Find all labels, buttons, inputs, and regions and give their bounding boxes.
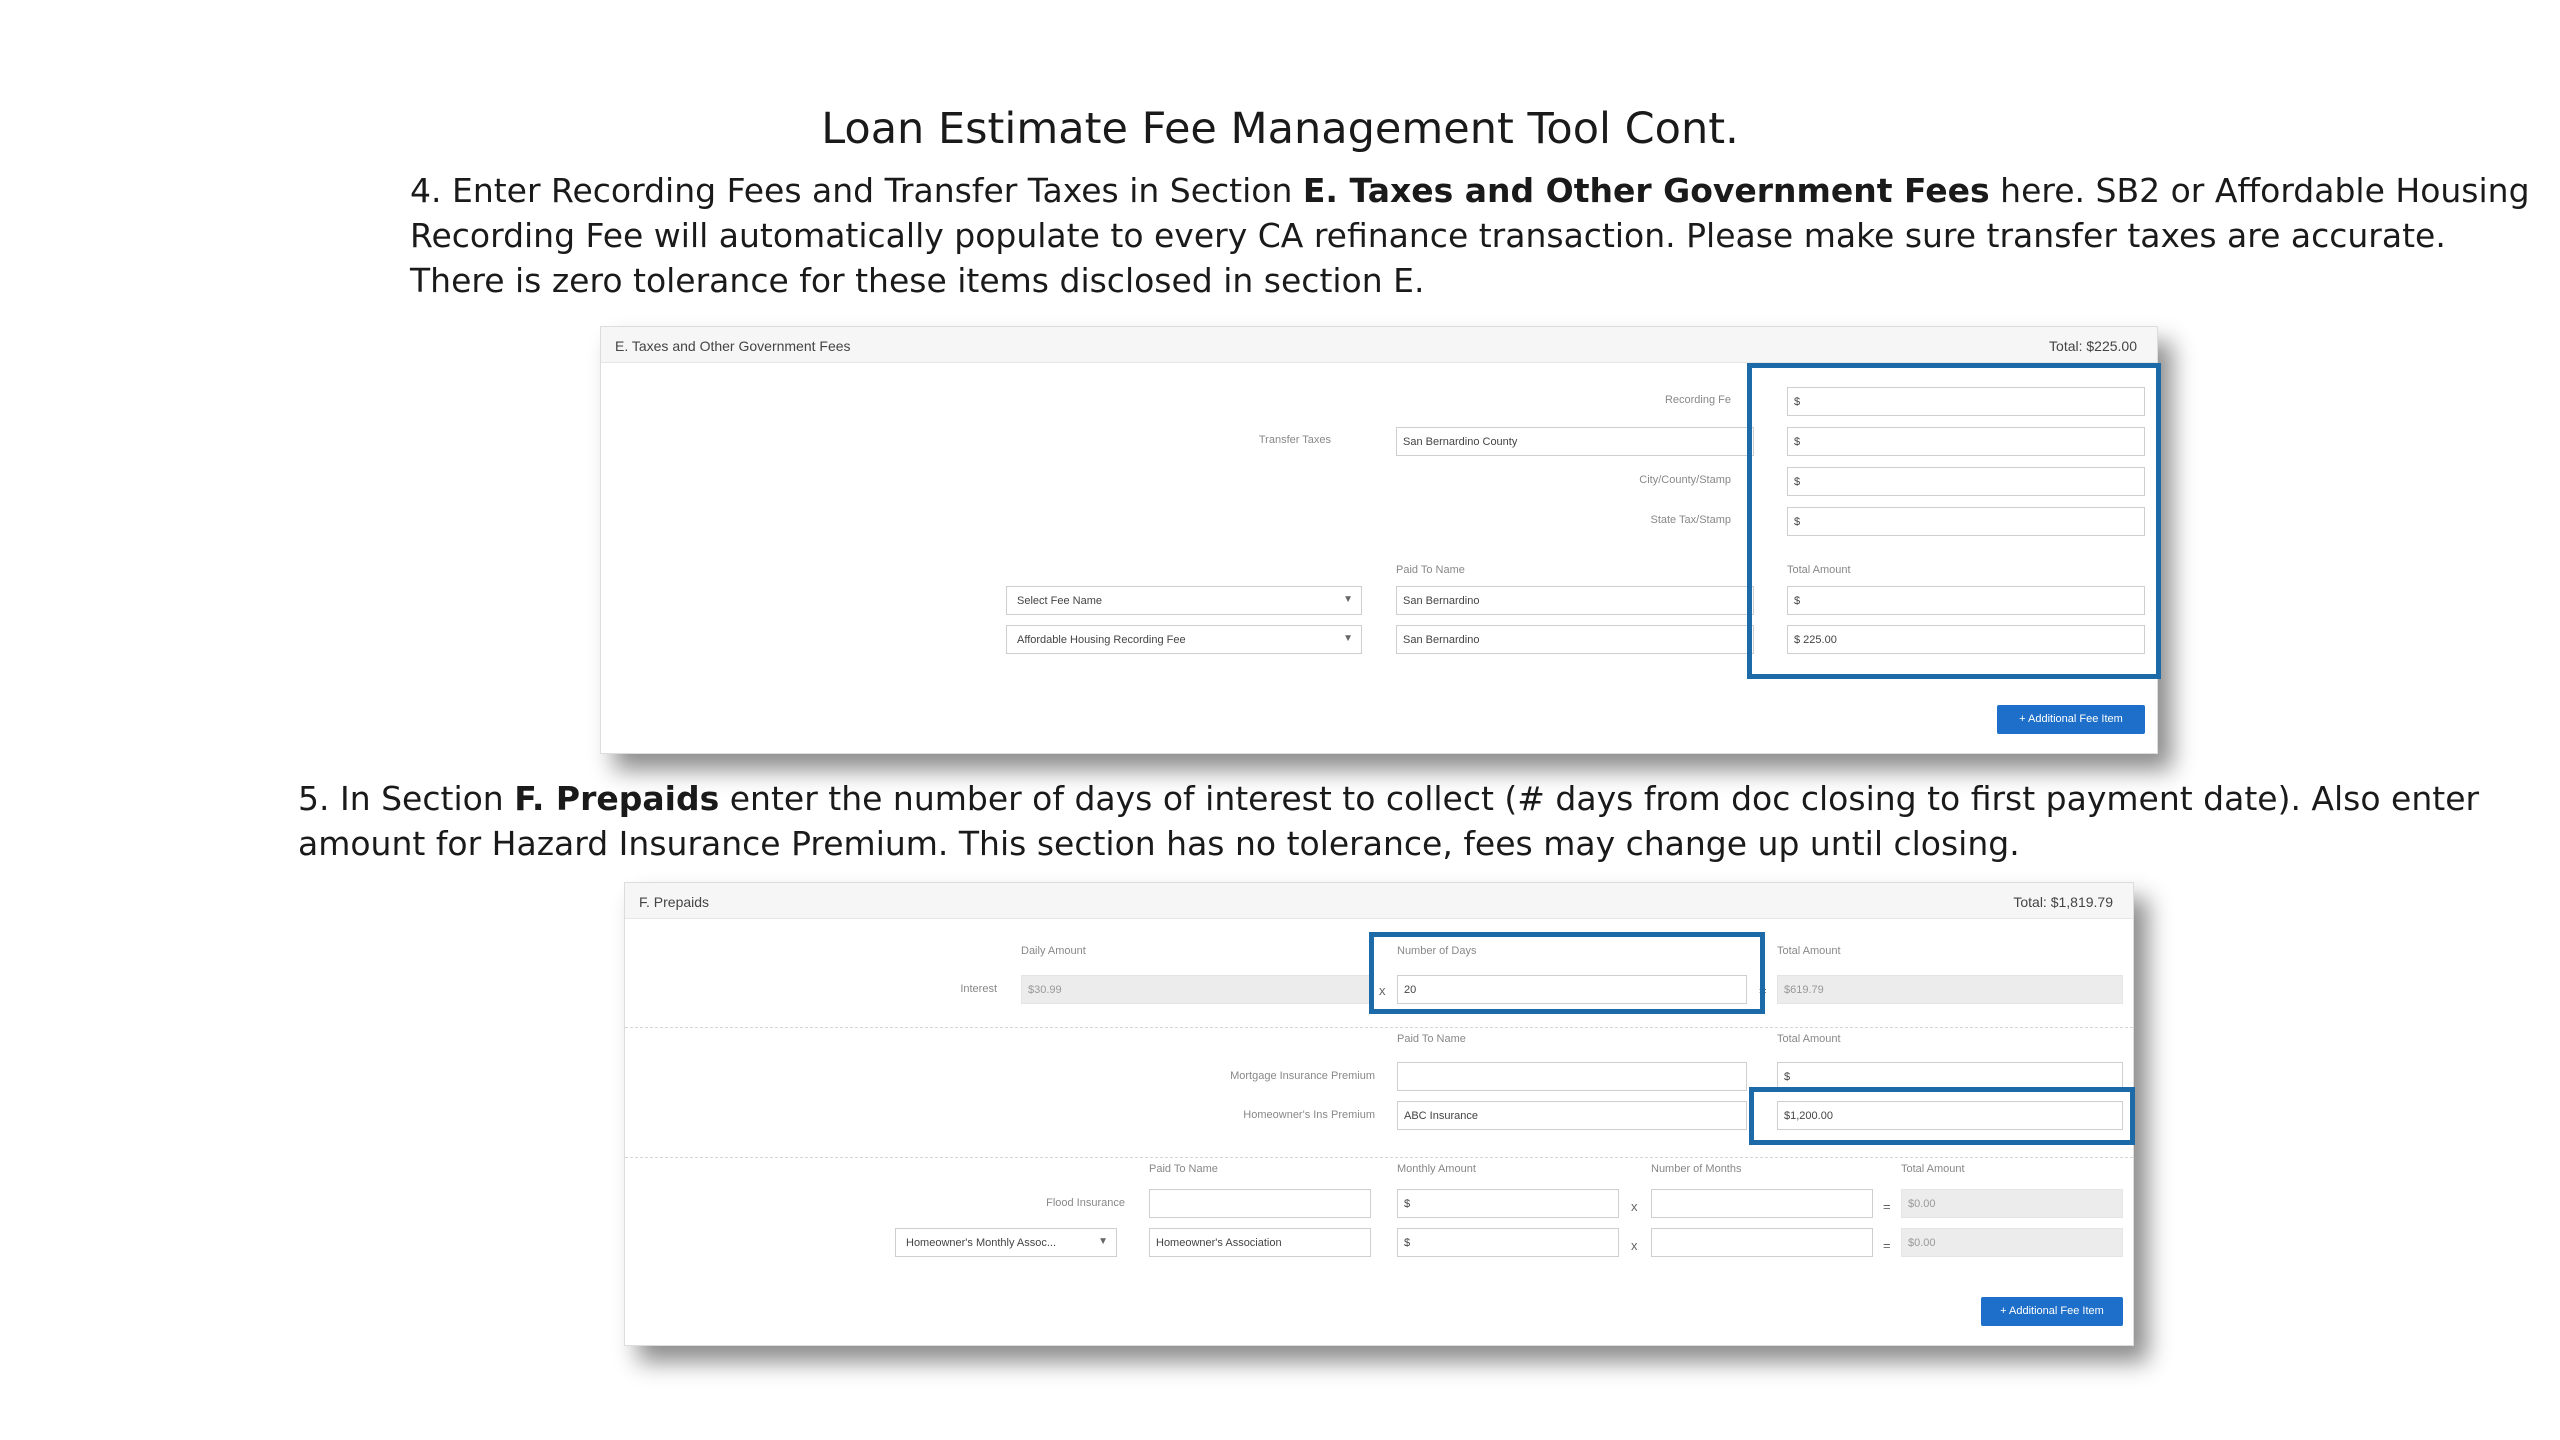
fee-name-select-2[interactable] (1006, 625, 1362, 654)
chevron-down-icon: ▼ (1343, 633, 1353, 644)
total-amount-header-ins: Total Amount (1777, 1033, 1841, 1045)
step-5-line1-bold: F. Prepaids (514, 779, 720, 818)
fee-name-select-1[interactable] (1006, 586, 1362, 615)
multiply-sign: x (1379, 983, 1386, 998)
number-of-days-header: Number of Days (1397, 945, 1477, 957)
hoa-paid-to[interactable]: Homeowner's Association (1149, 1228, 1371, 1257)
section-e-title: E. Taxes and Other Government Fees (615, 338, 851, 354)
mortgage-insurance-label: Mortgage Insurance Premium (1230, 1070, 1375, 1082)
step-4-line2: Recording Fee will automatically populate to every CA refinance transaction. Please make sure transfer taxes are accurate. (410, 216, 2446, 255)
homeowners-ins-paid-to[interactable]: ABC Insurance (1397, 1101, 1747, 1130)
total-amount-header-monthly: Total Amount (1901, 1163, 1965, 1175)
hoa-fee-select-value: Homeowner's Monthly Assoc... (906, 1237, 1057, 1249)
state-tax-stamp-label: State Tax/Stamp (1650, 514, 1731, 526)
total-amount-header: Total Amount (1787, 564, 1851, 576)
section-e-panel (600, 326, 2158, 754)
step-5-line1-post: enter the number of days of interest to collect (# days from doc closing to first payment date). Also enter (719, 779, 2480, 818)
interest-label: Interest (960, 983, 997, 995)
homeowners-ins-highlight-box (1749, 1087, 2135, 1145)
section-f-title: F. Prepaids (639, 894, 710, 910)
mortgage-insurance-paid-to[interactable] (1397, 1062, 1747, 1091)
fee-name-select-1-value: Select Fee Name (1017, 595, 1102, 607)
step-4-instructions (410, 168, 2530, 303)
transfer-taxes-input[interactable]: San Bernardino County (1396, 427, 1754, 456)
flood-total: $0.00 (1901, 1189, 2123, 1218)
fee-item-2-amount[interactable]: $ 225.00 (1787, 625, 2145, 654)
mortgage-insurance-amount[interactable]: $ (1777, 1062, 2123, 1091)
section-f-divider-2 (625, 1157, 2133, 1158)
step-5-line2: amount for Hazard Insurance Premium. This section has no tolerance, fees may change up until closing. (298, 824, 2020, 863)
transfer-taxes-amount[interactable]: $ (1787, 427, 2145, 456)
section-e-header (601, 327, 2157, 363)
recording-fee-label: Recording Fe (1664, 394, 1731, 406)
step-5-instructions (298, 776, 2479, 866)
section-e-highlight-box (1747, 363, 2161, 679)
paid-to-name-header: Paid To Name (1396, 564, 1465, 576)
homeowners-ins-amount[interactable]: $1,200.00 (1777, 1101, 2123, 1130)
step-4-line1-pre: 4. Enter Recording Fees and Transfer Taxes in Section (410, 171, 1303, 210)
paid-to-name-header-ins: Paid To Name (1397, 1033, 1466, 1045)
transfer-taxes-label: Transfer Taxes (1258, 434, 1331, 446)
monthly-amount-header: Monthly Amount (1397, 1163, 1476, 1175)
hoa-months[interactable] (1651, 1228, 1873, 1257)
daily-amount-field: $30.99 (1021, 975, 1371, 1004)
flood-monthly-amount[interactable]: $ (1397, 1189, 1619, 1218)
section-f-header (625, 883, 2133, 919)
step-4-line1-post: here. SB2 or Affordable Housing (1989, 171, 2530, 210)
step-4-line3: There is zero tolerance for these items disclosed in section E. (410, 261, 1425, 300)
number-of-days-input[interactable]: 20 (1397, 975, 1747, 1004)
hoa-monthly-amount[interactable]: $ (1397, 1228, 1619, 1257)
hoa-total: $0.00 (1901, 1228, 2123, 1257)
section-f-panel (624, 882, 2134, 1346)
flood-paid-to[interactable] (1149, 1189, 1371, 1218)
city-county-stamp-label: City/County/Stamp (1639, 474, 1731, 486)
hoa-fee-select[interactable] (895, 1228, 1117, 1257)
daily-amount-header: Daily Amount (1021, 945, 1086, 957)
equals-sign-flood: = (1883, 1199, 1891, 1214)
fee-item-1-amount[interactable]: $ (1787, 586, 2145, 615)
interest-total-field: $619.79 (1777, 975, 2123, 1004)
recording-fee-amount[interactable]: $ (1787, 387, 2145, 416)
section-f-total: Total: $1,819.79 (2013, 894, 2113, 910)
total-amount-header-interest: Total Amount (1777, 945, 1841, 957)
slide-title: Loan Estimate Fee Management Tool Cont. (821, 104, 1739, 154)
homeowners-ins-label: Homeowner's Ins Premium (1243, 1109, 1375, 1121)
number-of-days-highlight-box (1369, 932, 1765, 1014)
add-fee-item-button-f[interactable]: + Additional Fee Item (1981, 1297, 2123, 1326)
paid-to-name-header-monthly: Paid To Name (1149, 1163, 1218, 1175)
number-of-months-header: Number of Months (1651, 1163, 1742, 1175)
city-county-stamp-amount[interactable]: $ (1787, 467, 2145, 496)
fee-name-select-2-value: Affordable Housing Recording Fee (1017, 634, 1186, 646)
equals-sign: = (1759, 983, 1767, 998)
add-fee-item-button-e[interactable]: + Additional Fee Item (1997, 705, 2145, 734)
section-e-total: Total: $225.00 (2049, 338, 2137, 354)
section-f-divider-1 (625, 1027, 2133, 1028)
step-4-line1-bold: E. Taxes and Other Government Fees (1302, 171, 1990, 210)
chevron-down-icon: ▼ (1343, 594, 1353, 605)
paid-to-input-2[interactable]: San Bernardino (1396, 625, 1754, 654)
state-tax-stamp-amount[interactable]: $ (1787, 507, 2145, 536)
multiply-sign-hoa: x (1631, 1238, 1638, 1253)
chevron-down-icon: ▼ (1098, 1236, 1108, 1247)
flood-insurance-label: Flood Insurance (1046, 1197, 1125, 1209)
flood-months[interactable] (1651, 1189, 1873, 1218)
step-5-line1-pre: 5. In Section (298, 779, 515, 818)
multiply-sign-flood: x (1631, 1199, 1638, 1214)
equals-sign-hoa: = (1883, 1238, 1891, 1253)
paid-to-input-1[interactable]: San Bernardino (1396, 586, 1754, 615)
